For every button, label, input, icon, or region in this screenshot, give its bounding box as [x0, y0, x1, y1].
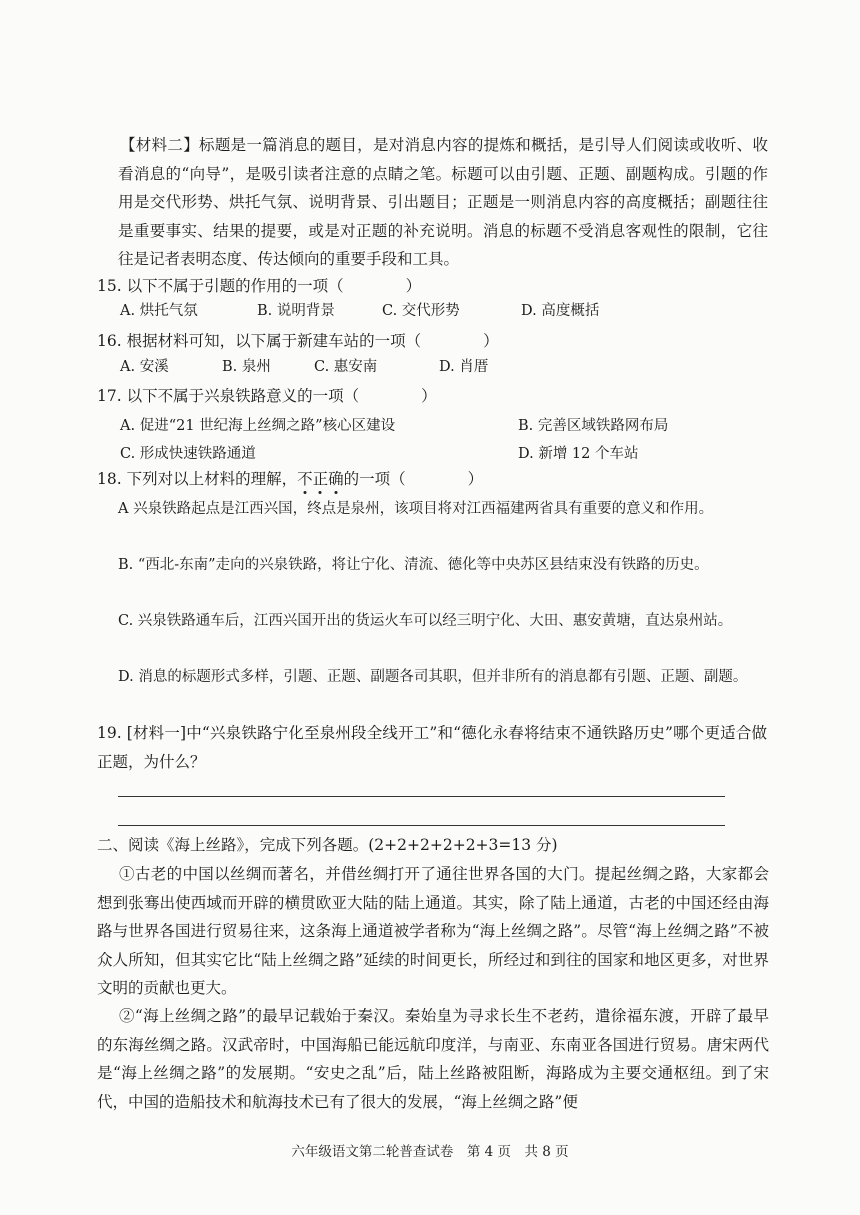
- q18-option-a: A 兴泉铁路起点是江西兴国，终点是泉州，该项目将对江西福建两省具有重要的意义和作用。: [118, 501, 714, 517]
- q18-emphasis-3: 确: [328, 470, 344, 488]
- question-18: [97, 465, 483, 493]
- question-17: 17. 以下不属于兴泉铁路意义的一项（ ）: [97, 387, 437, 405]
- q18-option-b: B. “西北-东南”走向的兴泉铁路，将让宁化、清流、德化等中央苏区县结束没有铁路的历史。: [118, 557, 709, 573]
- question-15: 15. 以下不属于引题的作用的一项（ ）: [97, 277, 422, 295]
- q15-option-b: B. 说明背景: [257, 303, 335, 319]
- q15-option-d: D. 高度概括: [521, 303, 600, 319]
- q18-option-d: D. 消息的标题形式多样，引题、正题、副题各司其职，但并非所有的消息都有引题、正题、副题。: [118, 669, 748, 685]
- section-two-heading: 二、阅读《海上丝路》，完成下列各题。(2+2+2+2+2+3=13 分): [97, 836, 558, 854]
- section-two-paragraph-1: ①古老的中国以丝绸而著名，并借丝绸打开了通往世界各国的大门。提起丝绸之路，大家都会想到张骞出使西域而开辟的横贯欧亚大陆的陆上通道。其实，除了陆上通道，古老的中国还经由海路与世界各国进行贸易往来，这条海上通道被学者称为“海上丝绸之路”。尽管“海上丝绸之路”不被众人所知，但其实它比“陆上丝绸之路”延续的时间更长，所经过和到往的国家和地区更多，对世界文明的贡献也更大。: [97, 865, 769, 997]
- page-footer: 六年级语文第二轮普查试卷 第 4 页 共 8 页: [291, 1144, 569, 1160]
- section-two-paragraph-2: ②“海上丝绸之路”的最早记载始于秦汉。秦始皇为寻求长生不老药，遣徐福东渡，开辟了最早的东海丝绸之路。汉武帝时，中国海船已能远航印度洋，与南亚、东南亚各国进行贸易。唐宋两代是“海上丝绸之路”的发展期。“安史之乱”后，陆上丝路被阻断，海路成为主要交通枢纽。到了宋代，中国的造船技术和航海技术已有了很大的发展，“海上丝绸之路”便: [97, 1007, 769, 1111]
- q16-option-a: A. 安溪: [120, 359, 169, 375]
- material-two-text: 【材料二】标题是一篇消息的题目，是对消息内容的提炼和概括，是引导人们阅读或收听、收看消息的“向导”，是吸引读者注意的点睛之笔。标题可以由引题、正题、副题构成。引题的作用是交代形势、烘托气氛、说明背景、引出题目；正题是一则消息内容的高度概括；副题往往是重要事实、结果的提要，或是对正题的补充说明。消息的标题不受消息客观性的限制，它往往是记者表明态度、传达倾向的重要手段和工具。: [118, 136, 768, 269]
- answer-line-2[interactable]: [118, 825, 725, 826]
- question-19: 19. [材料一]中“兴泉铁路宁化至泉州段全线开工”和“德化永春将结束不通铁路历史”哪个更适合做正题，为什么？: [97, 724, 767, 771]
- q17-option-a: A. 促进“21 世纪海上丝绸之路”核心区建设: [120, 418, 396, 434]
- q18-emphasis-2: 正: [312, 470, 329, 488]
- answer-line-1[interactable]: [118, 796, 725, 797]
- q18-stem-before: 18. 下列对以上材料的理解，: [97, 470, 298, 488]
- q18-emphasis-1: 不: [297, 470, 313, 488]
- material-two: [118, 131, 768, 274]
- q16-option-d: D. 肖厝: [439, 359, 489, 375]
- question-16: 16. 根据材料可知，以下属于新建车站的一项（ ）: [97, 332, 499, 350]
- q16-option-b: B. 泉州: [222, 359, 271, 375]
- q18-stem-after: 的一项（ ）: [343, 470, 484, 488]
- q15-option-a: A. 烘托气氛: [120, 303, 198, 319]
- q17-option-b: B. 完善区域铁路网布局: [518, 418, 669, 434]
- q17-option-c: C. 形成快速铁路通道: [120, 446, 256, 462]
- q16-option-c: C. 惠安南: [314, 359, 378, 375]
- q17-option-d: D. 新增 12 个车站: [518, 446, 639, 462]
- q18-option-c: C. 兴泉铁路通车后，江西兴国开出的货运火车可以经三明宁化、大田、惠安黄塘，直达泉州站。: [118, 613, 733, 629]
- q15-option-c: C. 交代形势: [382, 303, 460, 319]
